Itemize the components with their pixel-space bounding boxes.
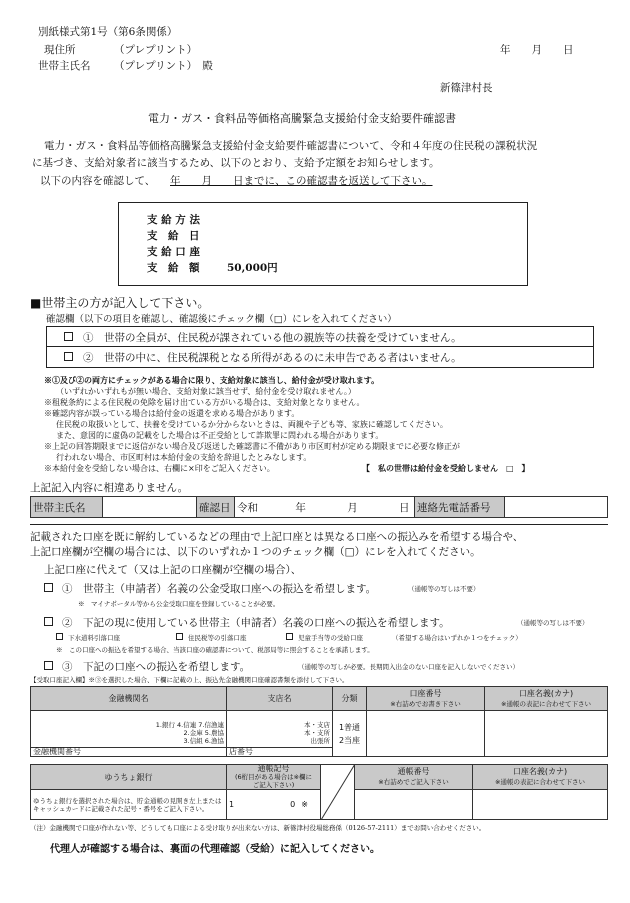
tsucho-no-label: 通帳番号 bbox=[397, 767, 430, 776]
address-label: 現住所 bbox=[44, 44, 76, 56]
branch-header: 支店名 bbox=[227, 687, 333, 711]
note-4: ※確認内容が誤っている場合は給付金の返還を求める場合があります。 bbox=[44, 409, 300, 418]
tsucho-no-field[interactable] bbox=[355, 790, 473, 820]
confirm-item-2: ② 世帯の中に、住民税課税となる所得があるのに未申告である者はいません。 bbox=[83, 352, 462, 364]
branch-name-field[interactable] bbox=[227, 711, 333, 757]
issue-date: 年 月 日 bbox=[500, 44, 574, 56]
address-preprint: （プレプリント） bbox=[114, 44, 198, 56]
day-label: 日 bbox=[399, 501, 410, 514]
yucho-note: ゆうちょ銀行を選択された場合は、貯金通帳の見開き左上またはキャッシュカードに記載された記号・番号をご記入下さい。 bbox=[31, 790, 227, 820]
note-9: ※本給付金を受給しない場合は、右欄に×印をご記入ください。 bbox=[44, 464, 275, 473]
note-1: ※①及び②の両方にチェックがある場合に限り、支給対象に該当し、給付金が受け取れます。 bbox=[44, 375, 380, 385]
note-2: （いずれかいずれもが無い場合、支給対象に該当せず、給付金を受け取れません。） bbox=[56, 387, 356, 396]
check-option-2[interactable] bbox=[44, 617, 53, 626]
yucho-holder-header bbox=[473, 765, 608, 790]
note-3: ※租税条約による住民税の免除を届け出ている方がいる場合は、支給対象となりません。 bbox=[44, 398, 365, 407]
yucho-table bbox=[30, 764, 608, 820]
option-2-sub: ※ この口座への振込を希望する場合、当該口座の確認書について、税部局等に照会することを承諾します。 bbox=[56, 646, 374, 654]
check-child[interactable] bbox=[286, 633, 293, 640]
account-header-label: 口座番号 bbox=[409, 688, 442, 698]
branch-options-3: 出張所 bbox=[310, 737, 330, 745]
account-header-sub: ※右詰めでお書き下さい bbox=[390, 699, 461, 708]
bank-options-1: 1.銀行 4.信連 7.信漁連 bbox=[155, 721, 224, 729]
intro-line-3a: 以下の内容を確認して、 bbox=[40, 175, 156, 187]
type-checking: 2当座 bbox=[338, 735, 361, 745]
section2-line-3: 上記口座に代えて（又は上記の口座欄が空欄の場合）、 bbox=[44, 564, 302, 576]
note-8: 行われない場合、市区町村は本給付金の支給を辞退したとみなします。 bbox=[56, 453, 312, 462]
holder-header-label: 口座名義(カナ) bbox=[518, 688, 574, 698]
bank-options-3: 3.信組 6.漁協 bbox=[183, 737, 224, 745]
option-3-note: （通帳等の写しが必要。長期間入出金のない口座を記入しないでください） bbox=[298, 663, 519, 671]
branch-options-1: 本・支店 bbox=[304, 721, 330, 729]
footer-note: （注）金融機関で口座が作れない等、どうしても口座による受け取りが出来ない方は、新篠津村役場総務係（0126-57-2111）までお問い合わせください。 bbox=[30, 824, 486, 832]
yucho-holder-field[interactable] bbox=[473, 790, 608, 820]
table-note: 【受取口座記入欄】※③を選択した場合、下欄に記載の上、振込先金融機関口座確認書類を添付して下さい。 bbox=[30, 676, 349, 684]
account-number-field[interactable] bbox=[367, 711, 485, 757]
tsucho-kigo-label: 通帳記号 bbox=[257, 764, 290, 773]
sign-name-label: 世帯主氏名 bbox=[31, 497, 103, 518]
option-2-a: 下水道料引落口座 bbox=[68, 634, 120, 642]
bank-options-2: 2.金庫 5.農協 bbox=[183, 729, 224, 737]
issuer: 新篠津村長 bbox=[440, 82, 493, 94]
account-holder-field[interactable] bbox=[485, 711, 608, 757]
era-label: 令和 bbox=[237, 501, 258, 514]
year-label: 年 bbox=[295, 501, 306, 514]
yucho-holder-label: 口座名義(カナ) bbox=[512, 767, 568, 776]
tsucho-kigo-sub: (6桁目がある場合は※欄に bbox=[234, 773, 313, 781]
intro-line-2: に基づき、支給対象者に該当するため、以下のとおり、支給予定額をお知らせします。 bbox=[32, 157, 440, 169]
option-2-d: （希望する場合はいずれか１つをチェック） bbox=[392, 634, 522, 642]
type-savings: 1普通 bbox=[338, 722, 361, 732]
tsucho-no-header bbox=[355, 765, 473, 790]
option-2-b: 住民税等の引落口座 bbox=[188, 634, 247, 642]
tsucho-kigo-field[interactable] bbox=[227, 790, 321, 820]
section1-note: 確認欄（以下の項目を確認し、確認後にチェック欄（□）にレを入れてください） bbox=[46, 314, 397, 325]
type-header: 分類 bbox=[333, 687, 367, 711]
payment-box bbox=[118, 202, 528, 286]
confirm-item-1: ① 世帯の全員が、住民税が課されている他の親族等の扶養を受けていません。 bbox=[83, 332, 462, 344]
check-tax[interactable] bbox=[176, 633, 183, 640]
household-head-label: 世帯主氏名 bbox=[38, 60, 91, 72]
sign-date-field[interactable] bbox=[235, 497, 415, 518]
yucho-slash bbox=[320, 764, 356, 820]
confirm-box bbox=[46, 326, 594, 368]
note-7: ※上記の回答期限までに返信がない場合及び返送した確認書に不備があり市区町村が定める期限までに必要な修正が bbox=[44, 442, 460, 451]
bank-code-label: 金融機関番号 bbox=[31, 747, 226, 756]
payment-amount: 50,000円 bbox=[227, 262, 278, 274]
section1-heading: ■世帯主の方が記入して下さい。 bbox=[30, 296, 210, 310]
tsucho-kigo-header bbox=[227, 765, 321, 790]
household-head-preprint: （プレプリント） 殿 bbox=[114, 60, 213, 72]
return-deadline: 年 月 日までに、この確認書を返送して下さい。 bbox=[170, 175, 433, 187]
holder-header-sub: ※通帳の表記に合わせて下さい bbox=[501, 699, 591, 708]
section2-line-1: 記載された口座を既に解約しているなどの理由で上記口座とは異なる口座への振込みを希望する場合や、 bbox=[30, 531, 524, 543]
option-2-c: 児童手当等の受給口座 bbox=[298, 634, 363, 642]
payment-date-label: 支 給 日 bbox=[147, 230, 200, 242]
kigo-digit-1: 1 bbox=[229, 800, 235, 809]
check-option-1[interactable] bbox=[44, 583, 53, 592]
tsucho-kigo-sub2: ご記入下さい) bbox=[252, 781, 295, 789]
option-1-sub: ※ マイナポータル等から公金受取口座を登録していることが必要。 bbox=[78, 600, 280, 608]
sign-name-field[interactable] bbox=[103, 497, 197, 518]
consent-text: 上記記入内容に相違ありません。 bbox=[30, 482, 189, 494]
branch-code-label: 店番号 bbox=[227, 747, 332, 756]
tsucho-no-sub: ※右詰めでご記入下さい bbox=[378, 778, 449, 786]
check-sewer[interactable] bbox=[56, 633, 63, 640]
check-item-2[interactable] bbox=[64, 352, 73, 361]
payment-method-label: 支 給 方 法 bbox=[147, 214, 200, 226]
payment-account-label: 支 給 口 座 bbox=[147, 246, 200, 258]
proxy-note: 代理人が確認する場合は、裏面の代理確認（受給）に記入してください。 bbox=[50, 844, 380, 855]
option-2-note: （通帳等の写しは不要） bbox=[517, 619, 589, 627]
phone-label: 連絡先電話番号 bbox=[415, 497, 505, 518]
note-5: 住民税の取扱いとして、扶養を受けているか分からないときは、両親や子ども等、家族に確認してください。 bbox=[56, 420, 448, 429]
document-title: 電力・ガス・食料品等価格高騰緊急支援給付金支給要件確認書 bbox=[148, 112, 456, 125]
yucho-header: ゆうちょ銀行 bbox=[31, 765, 227, 790]
form-number: 別紙様式第1号（第6条関係） bbox=[38, 26, 178, 38]
option-2: ② 下記の現に使用している世帯主（申請者）名義の口座への振込を希望します。 bbox=[62, 617, 450, 629]
account-type-field[interactable] bbox=[333, 711, 367, 757]
yucho-holder-sub: ※通帳の表記に合わせて下さい bbox=[495, 778, 585, 786]
sign-row bbox=[30, 496, 608, 518]
month-label: 月 bbox=[347, 501, 358, 514]
bank-name-field[interactable] bbox=[31, 711, 227, 757]
check-item-1[interactable] bbox=[64, 332, 73, 341]
account-header bbox=[367, 687, 485, 711]
intro-line-1: 電力・ガス・食料品等価格高騰緊急支援給付金支給要件確認書について、令和４年度の住民税の課税状況 bbox=[44, 140, 538, 152]
section2-line-2: 上記口座欄が空欄の場合には、以下のいずれか１つのチェック欄（□）にレを入れてください。 bbox=[30, 546, 481, 558]
option-1-note: （通帳等の写しは不要） bbox=[408, 585, 480, 593]
kigo-mark: ※ bbox=[301, 800, 308, 809]
bank-header: 金融機関名 bbox=[31, 687, 227, 711]
branch-options-2: 本・支所 bbox=[304, 729, 330, 737]
option-1: ① 世帯主（申請者）名義の公金受取口座への振込を希望します。 bbox=[62, 583, 377, 595]
sign-date-label: 確認日 bbox=[197, 497, 235, 518]
phone-field[interactable] bbox=[505, 497, 608, 518]
payment-amount-label: 支 給 額 bbox=[147, 262, 200, 274]
holder-header bbox=[485, 687, 608, 711]
check-option-3[interactable] bbox=[44, 661, 53, 670]
kigo-digit-0: 0 bbox=[290, 800, 296, 809]
note-6: また、意図的に虚偽の記載をした場合は不正受給として詐欺罪に問われる場合があります。 bbox=[56, 431, 384, 440]
decline-box[interactable]: 【 私の世帯は給付金を受給しません □ 】 bbox=[362, 463, 530, 473]
option-3: ③ 下記の口座への振込を希望します。 bbox=[62, 661, 251, 673]
bank-table bbox=[30, 686, 608, 757]
